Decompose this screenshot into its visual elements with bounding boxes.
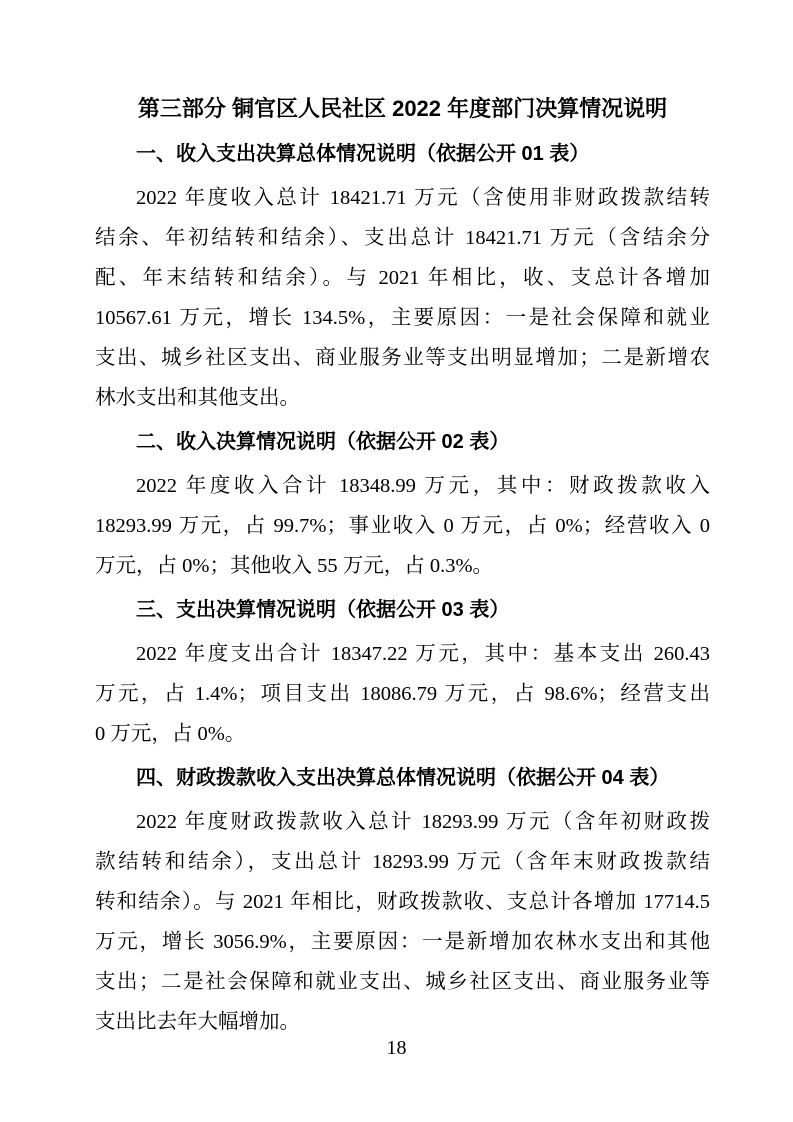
paragraph-line: 18293.99 万元，占 99.7%；事业收入 0 万元，占 0%；经营收入 0 <box>95 515 710 537</box>
paragraph-line: 2022 年度收入合计 18348.99 万元，其中：财政拨款收入 <box>136 475 710 497</box>
paragraph-line: 万元，占 1.4%；项目支出 18086.79 万元，占 98.6%；经营支出 <box>95 683 710 705</box>
section-expenditure-details <box>95 590 710 754</box>
paragraph-line: 支出、城乡社区支出、商业服务业等支出明显增加；二是新增农 <box>95 347 710 369</box>
section-heading: 二、收入决算情况说明（依据公开 02 表） <box>136 431 510 453</box>
section-heading: 三、支出决算情况说明（依据公开 03 表） <box>136 599 510 621</box>
section-income-expenditure-overview <box>95 134 710 418</box>
section-heading: 四、财政拨款收入支出决算总体情况说明（依据公开 04 表） <box>136 767 670 789</box>
page-title: 第三部分 铜官区人民社区 2022 年度部门决算情况说明 <box>137 96 668 121</box>
section-heading: 一、收入支出决算总体情况说明（依据公开 01 表） <box>136 143 590 165</box>
paragraph-line: 2022 年度财政拨款收入总计 18293.99 万元（含年初财政拨 <box>136 811 710 833</box>
paragraph-line: 万元，占 0%；其他收入 55 万元，占 0.3%。 <box>95 555 494 577</box>
section-income-details <box>95 422 710 586</box>
paragraph-line: 结余、年初结转和结余）、支出总计 18421.71 万元（含结余分 <box>95 227 710 249</box>
paragraph-line: 支出比去年大幅增加。 <box>95 1011 300 1033</box>
paragraph-line: 林水支出和其他支出。 <box>95 387 300 409</box>
paragraph-line: 配、年末结转和结余）。与 2021 年相比，收、支总计各增加 <box>95 267 710 289</box>
paragraph-line: 万元，增长 3056.9%，主要原因：一是新增加农林水支出和其他 <box>95 931 710 953</box>
paragraph-line: 2022 年度收入总计 18421.71 万元（含使用非财政拨款结转 <box>136 187 710 209</box>
section-fiscal-appropriation-overview <box>95 758 710 1042</box>
paragraph-line: 款结转和结余），支出总计 18293.99 万元（含年末财政拨款结 <box>95 851 710 873</box>
paragraph-line: 10567.61 万元，增长 134.5%，主要原因：一是社会保障和就业 <box>95 307 710 329</box>
paragraph-line: 转和结余）。与 2021 年相比，财政拨款收、支总计各增加 17714.5 <box>95 891 710 913</box>
page-number: 18 <box>386 1037 407 1059</box>
paragraph-line: 支出；二是社会保障和就业支出、城乡社区支出、商业服务业等 <box>95 971 710 993</box>
paragraph-line: 0 万元，占 0%。 <box>95 723 246 745</box>
paragraph-line: 2022 年度支出合计 18347.22 万元，其中：基本支出 260.43 <box>136 643 710 665</box>
